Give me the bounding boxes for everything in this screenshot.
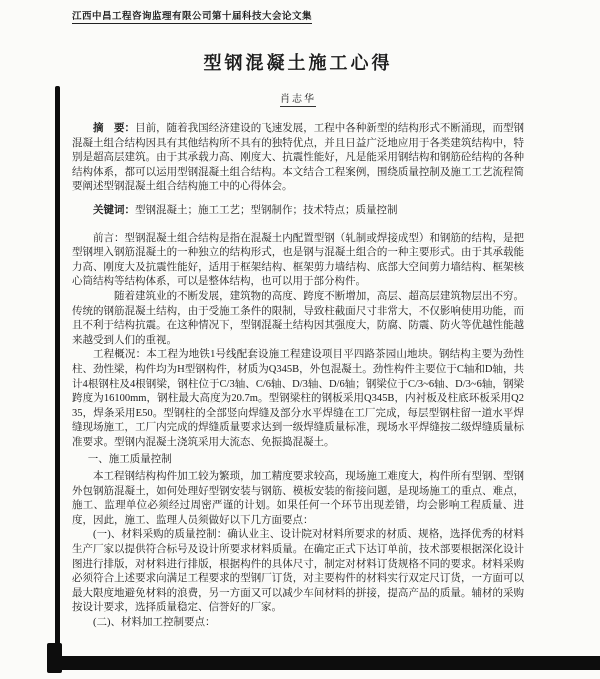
paragraph-industry-development: 随着建筑业的不断发展，建筑物的高度、跨度不断增加，高层、超高层建筑物层出不穷。传统的钢筋混凝土结构，由于受施工条件的限制，导致柱截面尺寸非常大，不仅影响使用功能，而且不利于结构抗震。在这种情况下，型钢混凝土结构因其强度大，防腐、防震、防火等优越性能越来越受到人们的重视。 xyxy=(72,290,524,346)
proceedings-header-text: 江西中昌工程咨询监理有限公司第十届科技大会论文集 xyxy=(72,12,313,22)
keywords-label: 关键词： xyxy=(93,204,135,216)
keywords-line xyxy=(72,204,524,219)
paragraph-material-procurement: (一)、材料采购的质量控制：确认业主、设计院对材料所要求的材质、规格，选择优秀的材料生产厂家以提供符合标号及设计所要求材料质量。在确定正式下达订单前，技术部要根据深化设计图进行排版，对材料进行排版，根据构件的具体尺寸，制定对材料订货规格不同的要求。材料采购必须符合上述要求向满足工程要求的型钢厂订货，对主要构件的材料实行双定尺订货，一方面可以最大限度地避免材料的浪费，另一方面又可以减少车间材料的拼接，提高产品的质量。辅材的采购按设计要求，选择质量稳定、信誉好的厂家。 xyxy=(72,529,524,614)
section-heading-quality-control: 一、施工质量控制 xyxy=(87,454,172,466)
proceedings-header xyxy=(72,8,524,22)
abstract-label: 摘 要： xyxy=(93,123,136,134)
paragraph-project-overview: 工程概况：本工程为地铁1号线配套设施工程建设项目平四路茶园山地块。钢结构主要为劲性柱、劲性梁，构件均为H型钢构件，材质为Q345B，外包混凝土。劲性构件主要位于C轴和D轴，共计4根钢柱及4根钢梁，钢柱位于C/3轴、C/6轴、D/3轴、D/6轴；钢梁位于C/3~6轴、D/3~6轴，钢梁跨度为16100mm，钢柱最大高度为20.7m。型钢梁柱的钢板采用Q345B，内衬板及柱底环板采用Q235，焊条采用E50。型钢柱的全部竖向焊缝及部分水平焊缝在工厂完成，每层型钢柱留一道水平焊缝现场施工，工厂内完成的焊缝质量要求达到一级焊缝质量标准，现场水平焊缝按二级焊缝质量标准要求。型钢内混凝土浇筑采用大流态、免振捣混凝土。 xyxy=(72,349,524,448)
paragraph-material-processing: (二)、材料加工控制要点： xyxy=(93,617,216,628)
keywords-text: 型钢混凝土；施工工艺；型钢制作；技术特点；质量控制 xyxy=(135,204,398,216)
page-content xyxy=(72,8,524,631)
abstract-text: 目前，随着我国经济建设的飞速发展，工程中各种新型的结构形式不断涌现，而型钢混凝土组合结构因具有其他结构所不具有的独特优点，并且日益广泛地应用于各类建筑结构中，特别是超高层建筑。由于其承载力高、刚度大、抗震性能好，凡是能采用钢结构和钢筋砼结构的各种结构体系，都可以运用型钢混凝土组合结构。本文结合工程案例，围绕质量控制及施工工艺流程简要阐述型钢混凝土组合结构施工中的心得体会。 xyxy=(72,123,525,193)
author-name: 肖志华 xyxy=(280,94,316,105)
scan-edge-left xyxy=(55,86,60,670)
scan-edge-bottom xyxy=(47,656,600,670)
paper-title: 型钢混凝土施工心得 xyxy=(203,53,393,73)
paragraph-foreword: 前言：型钢混凝土组合结构是指在混凝土内配置型钢（轧制或焊接成型）和钢筋的结构，是把型钢埋入钢筋混凝土的一种独立的结构形式，也是钢与混凝土组合的一种主要形式。由于其承载能力高、刚度大及抗震性能好，适用于框架结构、框架剪力墙结构、底部大空间剪力墙结构、框架核心筒结构等结构体系，可以是整体结构，也可以用于部分构件。 xyxy=(72,232,524,288)
author-line xyxy=(72,90,524,105)
paragraph-construction-intro: 本工程钢结构构件加工较为繁琐，加工精度要求较高，现场施工难度大，构件所有型钢、型钢外包钢筋混凝土，如何处理好型钢安装与钢筋、模板安装的衔接问题，是现场施工的重点、难点，施工、监理单位必须经过周密严谨的计划。如果任何一个环节出现差错，均会影响工程质量、进度，因此，施工、监理人员须做好以下几方面要点： xyxy=(72,471,524,526)
abstract-paragraph xyxy=(72,122,524,195)
